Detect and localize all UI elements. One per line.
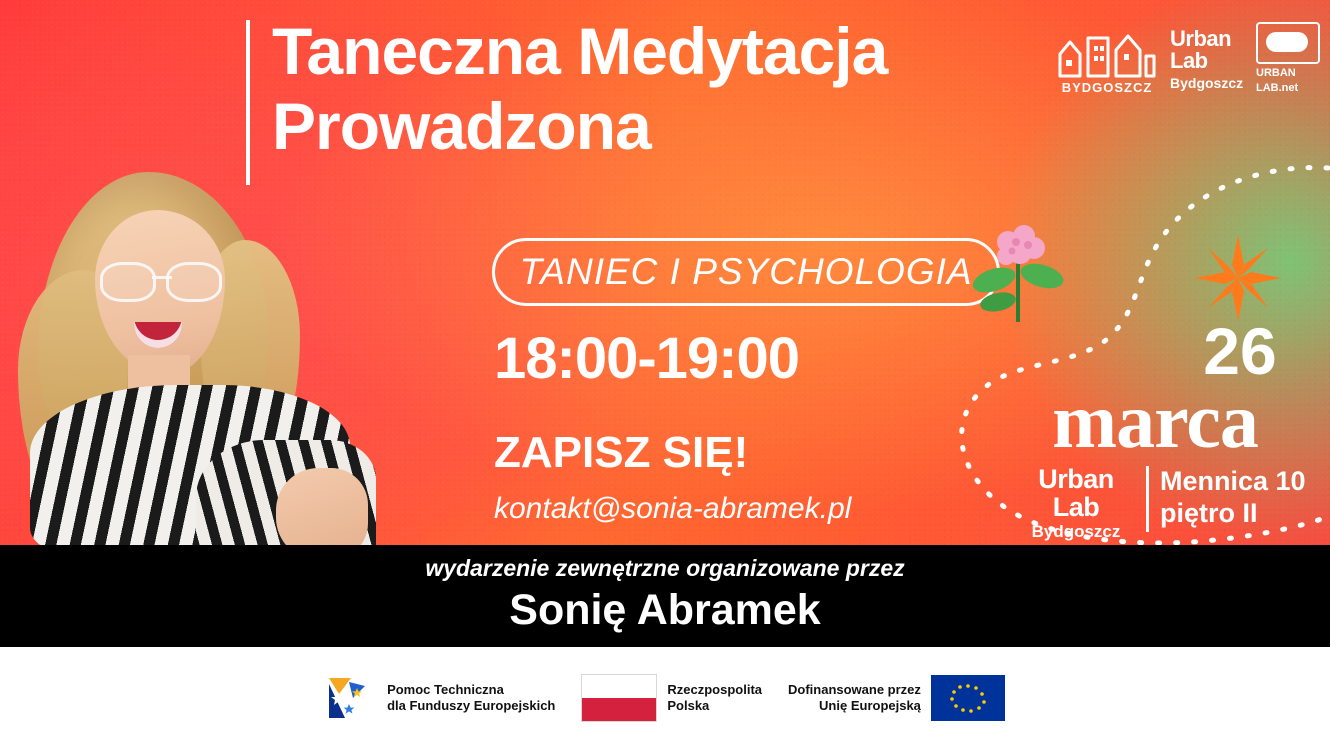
poland-line-2: Polska [667,698,710,713]
topic-pill-label: TANIEC I PSYCHOLOGIA [519,251,973,292]
urbanlab-logo-top [1170,28,1248,91]
title-line-2: Prowadzona [272,88,651,163]
funds-line-2: dla Funduszy Europejskich [387,698,556,713]
flag-red-band [582,698,656,721]
glasses-right-lens [166,262,222,302]
venue-address [1160,466,1320,530]
sunburst-icon [1195,235,1281,321]
event-month: marca [1052,377,1258,464]
event-day: 26 [1203,314,1277,388]
signup-call-to-action: ZAPISZ SIĘ! [494,428,749,477]
poland-flag-icon [581,674,657,722]
urbanlab-logo-date [1020,466,1132,540]
event-time: 18:00-19:00 [494,326,799,391]
organizer-name: Sonię Abramek [509,586,821,634]
title-line-1: Taneczna Medytacja [272,14,888,88]
urbanlab-top-line1: Urban [1170,26,1232,51]
cloud-icon [1266,32,1308,52]
urbanlab-date-line2: Lab [1052,491,1100,522]
urbanlab-net-box-icon [1256,22,1320,64]
urbanlab-net-logo [1256,22,1320,94]
arm-shape [276,468,368,545]
venue-line-1: Mennica 10 [1160,466,1306,496]
urbanlab-date-line1: Urban [1038,464,1114,494]
flag-white-band [582,675,656,698]
presenter-photo [0,150,380,545]
urbanlab-net-line2: LAB.net [1256,82,1299,95]
organizer-prefix: wydarzenie zewnętrzne organizowane przez [425,555,905,581]
urbanlab-date-line3: Bydgoszcz [1031,522,1121,542]
eu-logo-item [788,675,1005,721]
urbanlab-net-line1: URBAN [1256,67,1296,79]
poland-logo-item [581,674,762,722]
funduszy-europejskich-icon [325,674,377,722]
contact-email[interactable]: kontakt@sonia-abramek.pl [494,492,852,525]
bydgoszcz-wordmark: BYDGOSZCZ [1061,80,1153,95]
bydgoszcz-logo [1052,24,1162,100]
funding-footer [0,647,1330,749]
poland-logo-text [667,682,762,715]
page-title [272,14,1032,163]
funds-logo-text [387,682,555,715]
eu-line-2: Unię Europejską [819,698,921,713]
funds-line-1: Pomoc Techniczna [387,681,504,697]
glasses-icon [98,262,224,296]
venue-line-2: piętro II [1160,497,1258,528]
glasses-bridge [152,276,172,279]
eu-flag-icon [931,675,1005,721]
venue-divider [1146,466,1149,532]
bydgoszcz-skyline-icon [1052,24,1162,80]
eu-line-1: Dofinansowane przez [788,681,921,697]
eu-logo-text [788,682,921,715]
urbanlab-top-line2: Lab [1170,48,1208,73]
urbanlab-top-line3: Bydgoszcz [1170,75,1244,91]
topic-pill [492,238,1000,306]
glasses-left-lens [100,262,156,302]
funds-logo-item [325,674,555,722]
organizer-strip [0,545,1330,647]
poland-line-1: Rzeczpospolita [667,681,762,697]
